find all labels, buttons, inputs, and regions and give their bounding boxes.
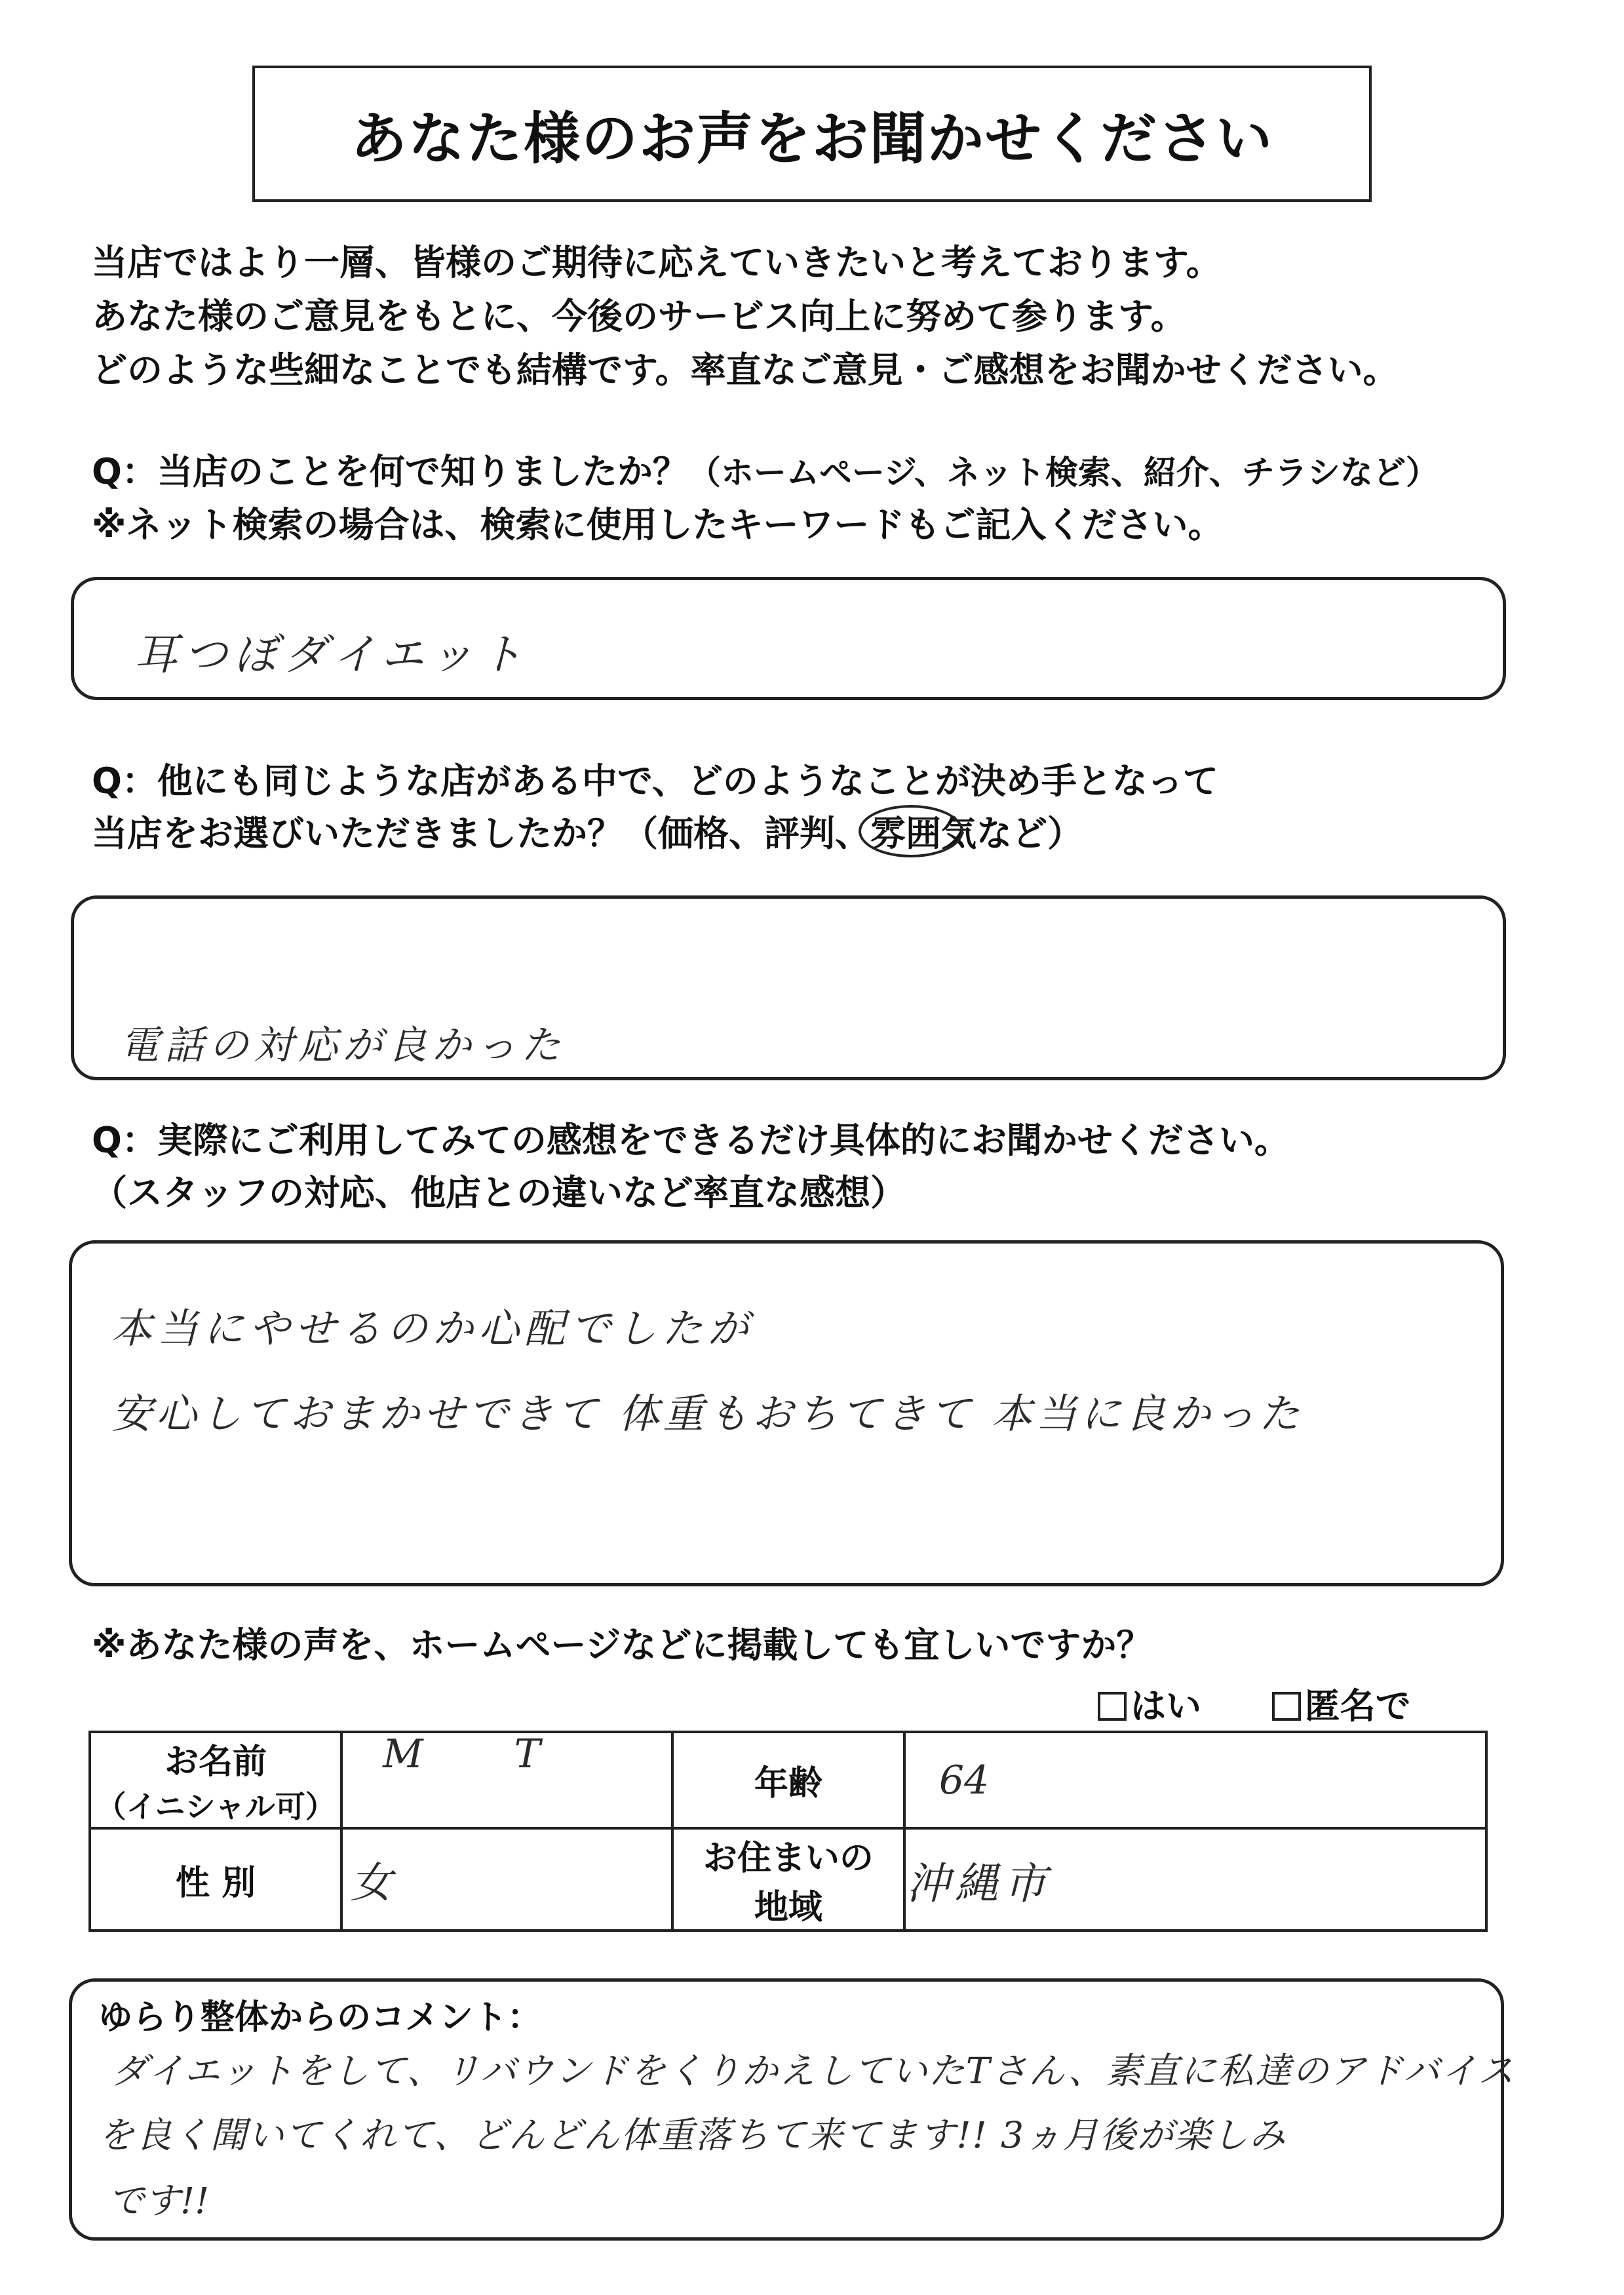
area-label-sub: 地域 xyxy=(754,1888,822,1927)
table-row xyxy=(90,1732,1486,1828)
comment-box xyxy=(69,1978,1516,2241)
comment-line3: です!! xyxy=(108,2180,210,2222)
age-label: 年齢 xyxy=(672,1732,904,1828)
anonymous-checkbox[interactable] xyxy=(1272,1692,1301,1721)
area-label-line: お住まいの xyxy=(703,1839,874,1878)
answer-2-text: 電話の対応が良かった xyxy=(120,1023,566,1069)
comment-line2: を良く聞いてくれて、どんどん体重落ちて来てます!! 3ヵ月後が楽しみ xyxy=(98,2114,1287,2156)
answer-3-line2: 安心しておまかせできて 体重もおちてきて 本当に良かった xyxy=(111,1390,1304,1438)
answer-1-text: 耳つぼダイエット xyxy=(134,629,530,680)
yes-checkbox[interactable] xyxy=(1098,1692,1127,1721)
permission-options xyxy=(1098,1678,1411,1729)
question-2-line2: 当店をお選びいただきましたか？（価格、評判、 xyxy=(92,813,870,854)
question-2 xyxy=(92,755,1218,860)
permission-question: ※あなた様の声を、ホームページなどに掲載しても宜しいですか？ xyxy=(92,1624,1152,1666)
intro-text xyxy=(92,236,1566,397)
answer-3-box[interactable] xyxy=(69,1240,1504,1586)
question-2-line1: Q：他にも同じような店がある中で、どのようなことが決め手となって xyxy=(92,760,1218,802)
yes-label: はい xyxy=(1131,1685,1201,1727)
info-table xyxy=(88,1731,1488,1932)
hand-drawn-circle xyxy=(859,805,963,857)
name-label xyxy=(90,1732,341,1828)
intro-line: 当店ではより一層、皆様のご期待に応えていきたいと考えております。 xyxy=(92,242,1222,283)
answer-2-box[interactable] xyxy=(71,895,1506,1080)
question-1-note: ※ネット検索の場合は、検索に使用したキーワードもご記入ください。 xyxy=(92,504,1224,545)
gender-value: 女 xyxy=(350,1859,393,1908)
question-1-hint: （ホームページ、ネット検索、紹介、チラシなど） xyxy=(687,454,1439,492)
name-label-sub: （イニシャル可） xyxy=(96,1789,336,1824)
area-value: 沖縄市 xyxy=(906,1858,1052,1909)
gender-label: 性 別 xyxy=(90,1828,341,1931)
name-label-line: お名前 xyxy=(164,1742,267,1782)
age-value: 64 xyxy=(938,1757,990,1803)
question-2-line2-end: 気など） xyxy=(941,813,1083,854)
comment-line1: ダイエットをして、リバウンドをくりかえしていたTさん、素直に私達のアドバイス xyxy=(111,2050,1516,2092)
answer-1-box[interactable] xyxy=(71,577,1506,700)
question-3 xyxy=(92,1114,1290,1219)
intro-line: あなた様のご意見をもとに、今後のサービス向上に努めて参ります。 xyxy=(92,296,1186,337)
intro-line: どのような些細なことでも結構です。率直なご意見・ご感想をお聞かせください。 xyxy=(92,349,1399,391)
anonymous-label: 匿名で xyxy=(1304,1685,1411,1727)
comment-title: ゆらり整体からのコメント： xyxy=(98,1998,542,2037)
page-title: あなた様のお声をお聞かせください xyxy=(252,66,1372,202)
name-value: M T xyxy=(383,1731,580,1777)
answer-3-line1: 本当にやせるのか心配でしたが xyxy=(111,1304,754,1352)
table-row xyxy=(90,1828,1486,1931)
question-1 xyxy=(92,446,1439,551)
question-3-line2: （スタッフの対応、他店との違いなど率直な感想） xyxy=(92,1172,906,1213)
name-field[interactable] xyxy=(341,1732,672,1828)
question-1-text: Q：当店のことを何で知りましたか？ xyxy=(92,451,688,492)
question-3-line1: Q：実際にご利用してみての感想をできるだけ具体的にお聞かせください。 xyxy=(92,1120,1290,1161)
gender-field[interactable] xyxy=(341,1828,672,1931)
area-field[interactable] xyxy=(904,1828,1486,1931)
age-field[interactable] xyxy=(904,1732,1486,1828)
question-2-circled: 雰囲 xyxy=(870,813,941,854)
area-label xyxy=(672,1828,904,1931)
